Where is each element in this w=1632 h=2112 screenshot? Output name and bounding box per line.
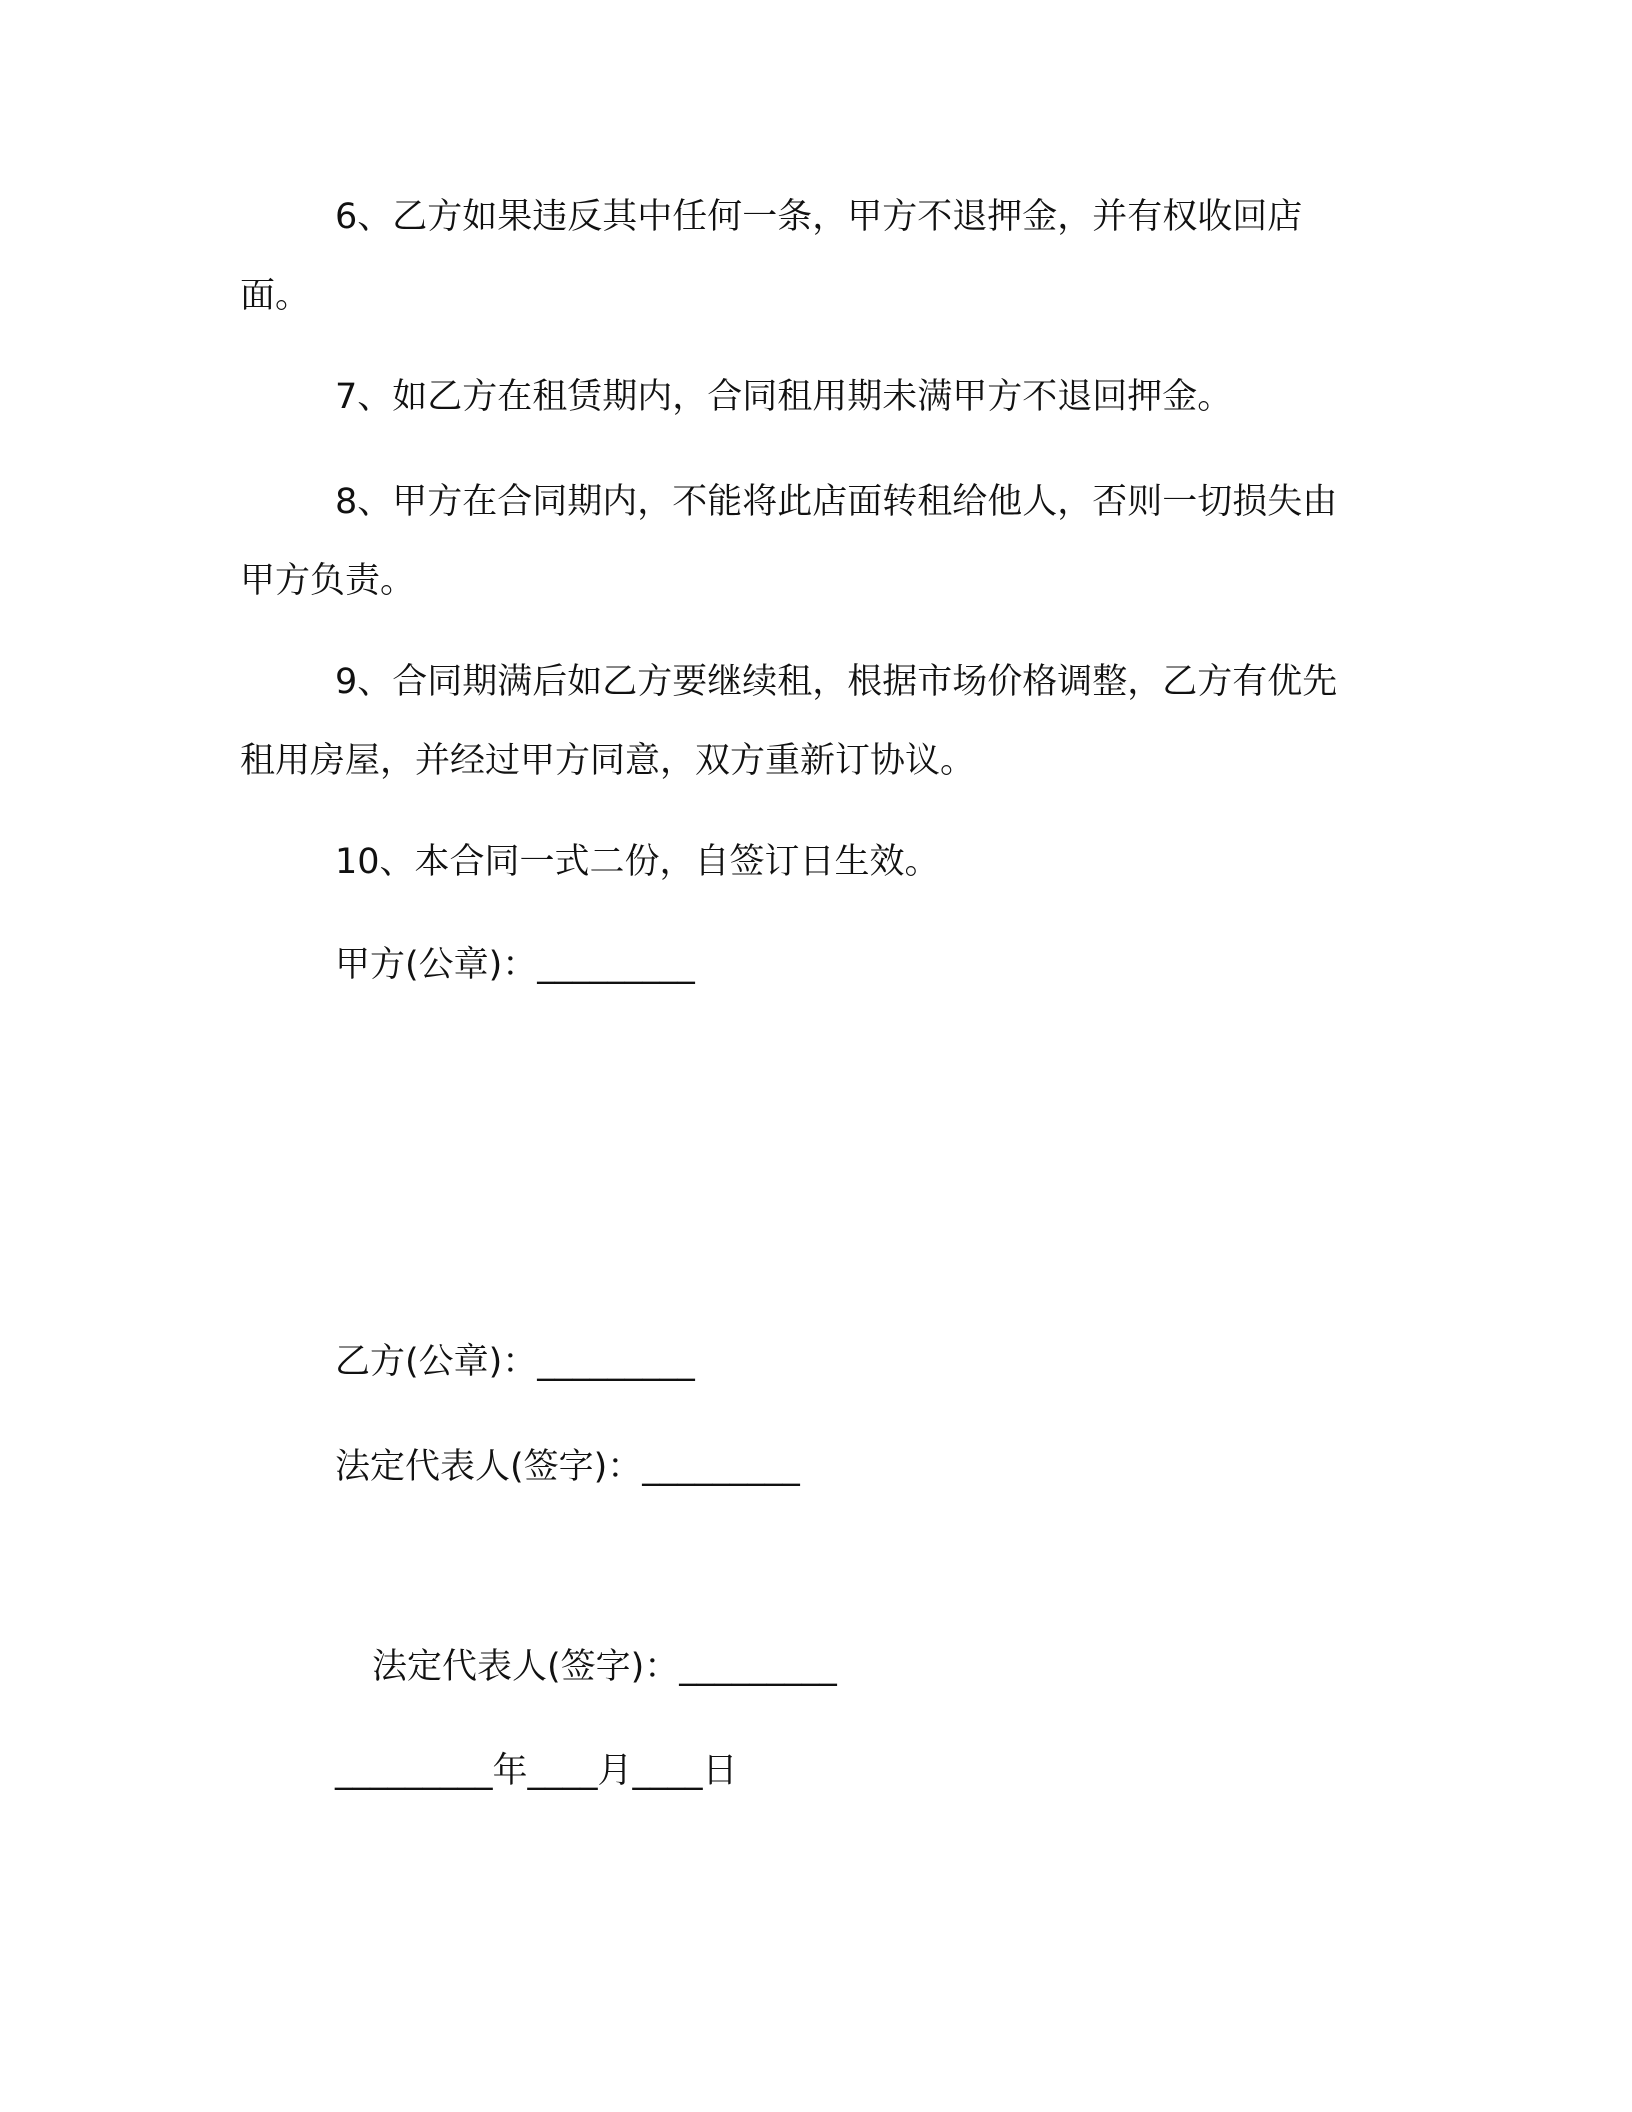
legal-rep-signature-line-1: 法定代表人(签字)：_________ — [335, 1447, 800, 1487]
clause-6: 6、乙方如果违反其中任何一条，甲方不退押金，并有权收回店面。 — [240, 197, 1303, 316]
legal-rep-signature-line-2: 法定代表人(签字)：_________ — [372, 1647, 837, 1687]
clause-10: 10、本合同一式二份，自签订日生效。 — [335, 842, 940, 882]
party-a-seal-line: 甲方(公章)：_________ — [335, 945, 695, 985]
clause-8: 8、甲方在合同期内，不能将此店面转租给他人，否则一切损失由甲方负责。 — [240, 482, 1338, 601]
clause-7: 7、如乙方在租赁期内，合同租用期未满甲方不退回押金。 — [335, 377, 1233, 417]
party-b-seal-line: 乙方(公章)：_________ — [335, 1342, 695, 1382]
clause-9: 9、合同期满后如乙方要继续租，根据市场价格调整，乙方有优先租用房屋，并经过甲方同意，双方重新订协议。 — [240, 662, 1338, 781]
date-line: _________年____月____日 — [335, 1751, 738, 1791]
